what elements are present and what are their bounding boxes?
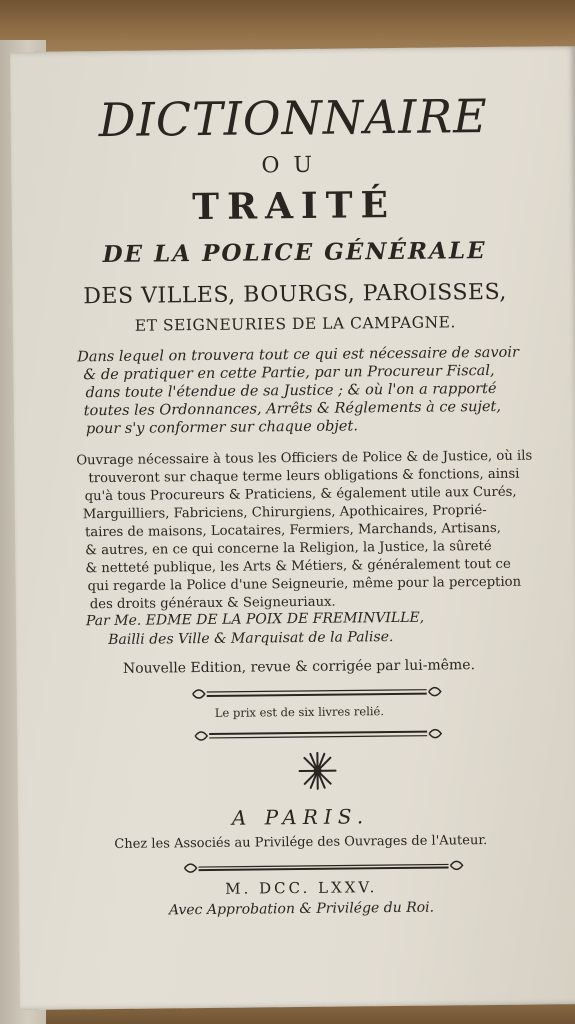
author-title: Bailli des Ville & Marquisat de la Palise. <box>108 629 394 649</box>
subtitle-villes: DES VILLES, BOURGS, PAROISSES, <box>83 279 507 310</box>
book-subtitle: TRAITÉ <box>192 183 397 229</box>
description-line: toutes les Ordonnances, Arrêts & Réglements à ce sujet, <box>83 398 502 420</box>
edition-note: Nouvelle Edition, revue & corrigée par lui-même. <box>122 657 476 677</box>
imprint-approbation: Avec Approbation & Privilége du Roi. <box>168 899 435 919</box>
imprint-year: M. DCC. LXXV. <box>225 878 378 898</box>
fleuron-ornament-icon <box>295 751 339 791</box>
description-line: & de pratiquer en cette Partie, par un Procureur Fiscal, <box>83 362 495 384</box>
ornamental-rule-icon <box>178 857 468 876</box>
imprint-city: A PARIS. <box>231 804 370 830</box>
price-note: Le prix est de six livres relié. <box>214 704 385 720</box>
description-line: pour s'y conformer sur chaque objet. <box>85 418 358 438</box>
usage-line: taires de maisons, Locataires, Fermiers, Marchands, Artisans, <box>84 520 501 541</box>
usage-line: & autres, en ce qui concerne la Religion, la Justice, la sûreté <box>85 538 492 559</box>
description-line: dans toute l'étendue de sa Justice ; & où l'on a rapporté <box>85 380 497 402</box>
author-name: Par Me. EDME DE LA POIX DE FREMINVILLE, <box>85 609 425 630</box>
usage-line: Ouvrage nécessaire à tous les Officiers de Police & de Justice, où ils <box>76 448 533 469</box>
usage-line: trouveront sur chaque terme leurs obligations & fonctions, ainsi <box>88 466 520 487</box>
ornamental-rule-icon <box>189 725 447 744</box>
subtitle-seigneuries: ET SEIGNEURIES DE LA CAMPAGNE. <box>134 313 456 335</box>
ornamental-rule-icon <box>187 683 447 702</box>
book-title: DICTIONNAIRE <box>98 89 488 148</box>
title-page <box>10 46 575 1010</box>
description-line: Dans lequel on trouvera tout ce qui est nécessaire de savoir <box>77 344 519 366</box>
usage-line: & netteté publique, les Arts & Métiers, & généralement tout ce <box>85 556 511 577</box>
usage-line: Marguilliers, Fabriciens, Chirurgiens, Apothicaires, Proprié- <box>82 503 487 523</box>
subtitle-police: DE LA POLICE GÉNÉRALE <box>102 237 487 269</box>
usage-line: des droits généraux & Seigneuriaux. <box>89 594 336 613</box>
imprint-publisher: Chez les Associés au Privilége des Ouvrages de l'Auteur. <box>114 833 488 852</box>
usage-line: qui regarde la Police d'une Seigneurie, même pour la perception <box>87 574 522 595</box>
title-conjunction: OU <box>261 152 327 179</box>
usage-line: qu'à tous Procureurs & Praticiens, & également utile aux Curés, <box>84 484 517 505</box>
